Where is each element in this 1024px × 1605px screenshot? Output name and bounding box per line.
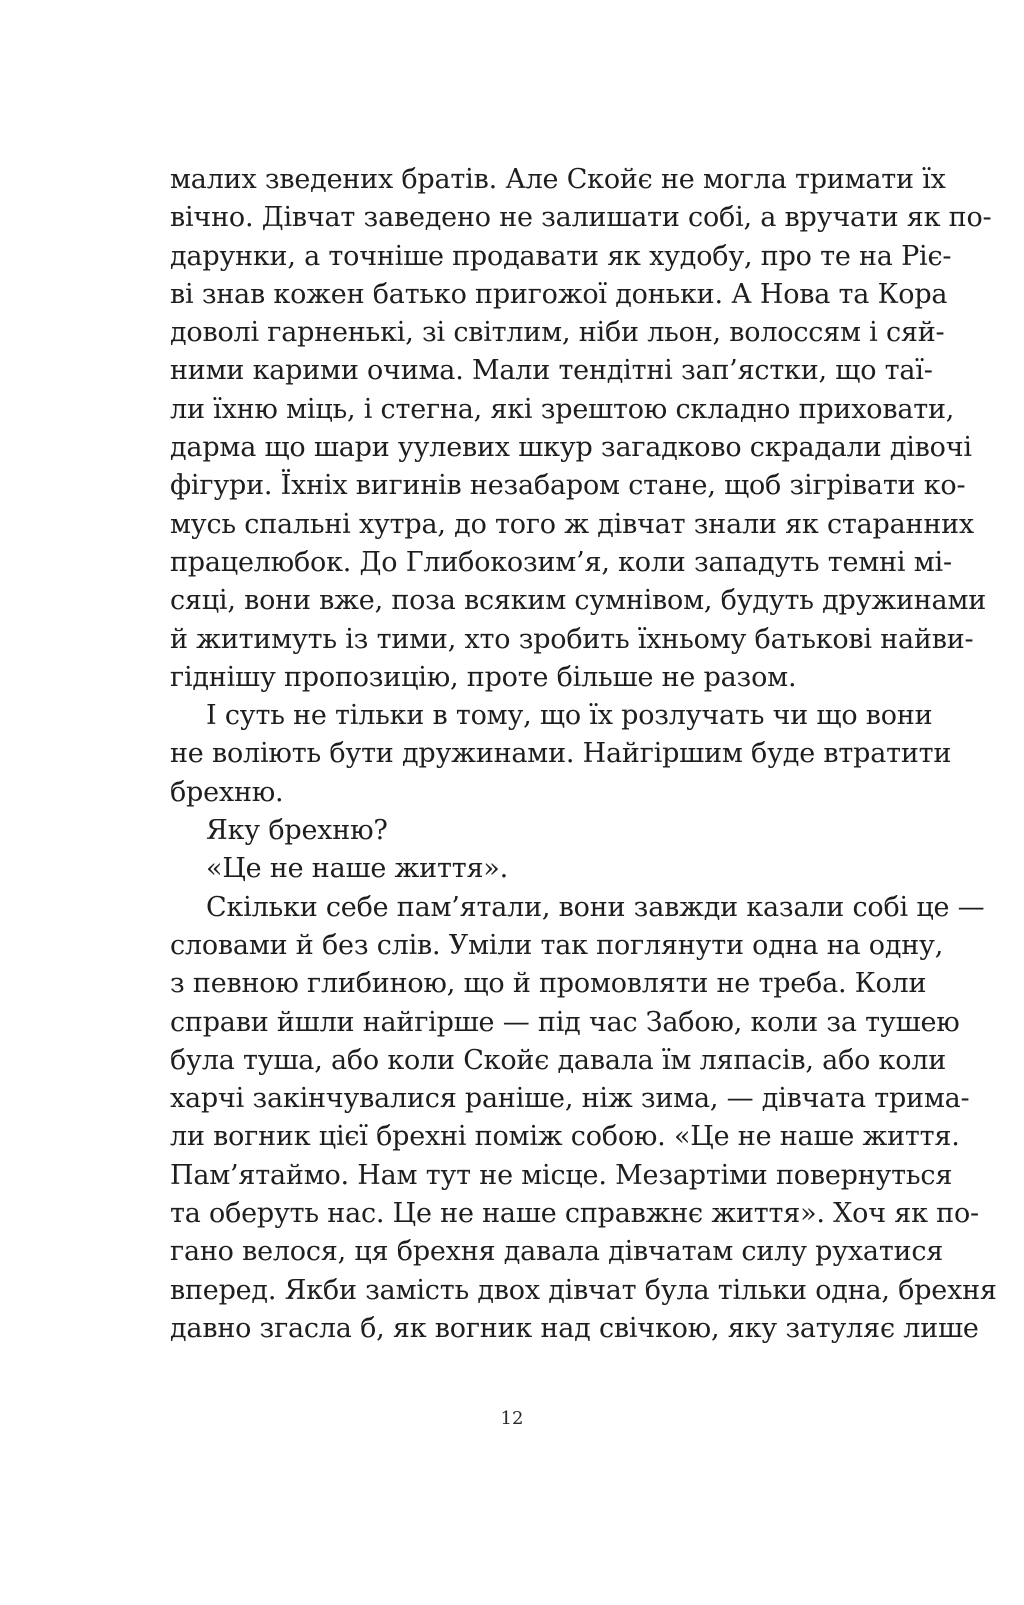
text-line: гіднішу пропозицію, проте більше не разом. — [170, 661, 797, 693]
text-line: ві знав кожен батько пригожої доньки. А Нова та Кора — [170, 278, 948, 310]
text-line: справи йшли найгірше — під час Забою, коли за тушею — [170, 1006, 960, 1038]
text-line: дарма що шари уулевих шкур загадково скрадали дівочі — [170, 432, 972, 464]
text-line: І суть не тільки в тому, що їх розлучать чи що вони — [206, 700, 933, 732]
text-line: й житимуть із тими, хто зробить їхньому батькові найви- — [170, 623, 974, 655]
text-line: Яку брехню? — [206, 815, 388, 847]
text-line: харчі закінчувалися раніше, ніж зима, — дівчата трима- — [170, 1083, 970, 1115]
text-line: давно згасла б, як вогник над свічкою, яку затуляє лише — [170, 1312, 979, 1344]
page-body — [170, 161, 997, 1348]
text-line: Скільки себе пам’ятали, вони завжди казали собі це — — [206, 891, 985, 923]
text-line: ли їхню міць, і стегна, які зрештою складно приховати, — [170, 393, 955, 425]
text-line: ли вогник цієї брехні поміж собою. «Це не наше життя. — [170, 1121, 960, 1153]
text-line: гано велося, ця брехня давала дівчатам силу рухатися — [170, 1236, 944, 1268]
text-line: вперед. Якби замість двох дівчат була тільки одна, брехня — [170, 1274, 997, 1306]
text-line: та оберуть нас. Це не наше справжнє життя». Хоч як по- — [170, 1198, 979, 1230]
text-line: брехню. — [170, 776, 284, 808]
text-line: дарунки, а точніше продавати як худобу, про те на Ріє- — [170, 240, 952, 272]
text-line: не воліють бути дружинами. Найгіршим буде втратити — [170, 738, 952, 770]
text-line: була туша, або коли Скойє давала їм ляпасів, або коли — [170, 1044, 947, 1076]
text-line: вічно. Дівчат заведено не залишати собі, а вручати як по- — [170, 202, 992, 234]
text-line: доволі гарненькі, зі світлим, ніби льон, волоссям і сяй- — [170, 317, 945, 349]
text-line: малих зведених братів. Але Скойє не могла тримати їх — [170, 164, 946, 195]
text-line: словами й без слів. Уміли так поглянути одна на одну, — [170, 929, 944, 961]
text-line: ними карими очима. Мали тендітні зап’ястки, що таї- — [170, 355, 933, 387]
text-line: «Це не наше життя». — [206, 853, 508, 885]
text-line: з певною глибиною, що й промовляти не треба. Коли — [170, 968, 927, 1000]
text-line: мусь спальні хутра, до того ж дівчат знали як старанних — [170, 508, 974, 540]
text-line: фігури. Їхніх вигинів незабаром стане, щоб зігрівати ко- — [170, 470, 966, 502]
text-line: сяці, вони вже, поза всяким сумнівом, будуть дружинами — [170, 585, 987, 617]
text-line: Пам’ятаймо. Нам тут не місце. Мезартіми повернуться — [170, 1159, 953, 1191]
text-line: працелюбок. До Глибокозим’я, коли западуть темні мі- — [170, 546, 952, 578]
page-number: 12 — [500, 1408, 524, 1429]
